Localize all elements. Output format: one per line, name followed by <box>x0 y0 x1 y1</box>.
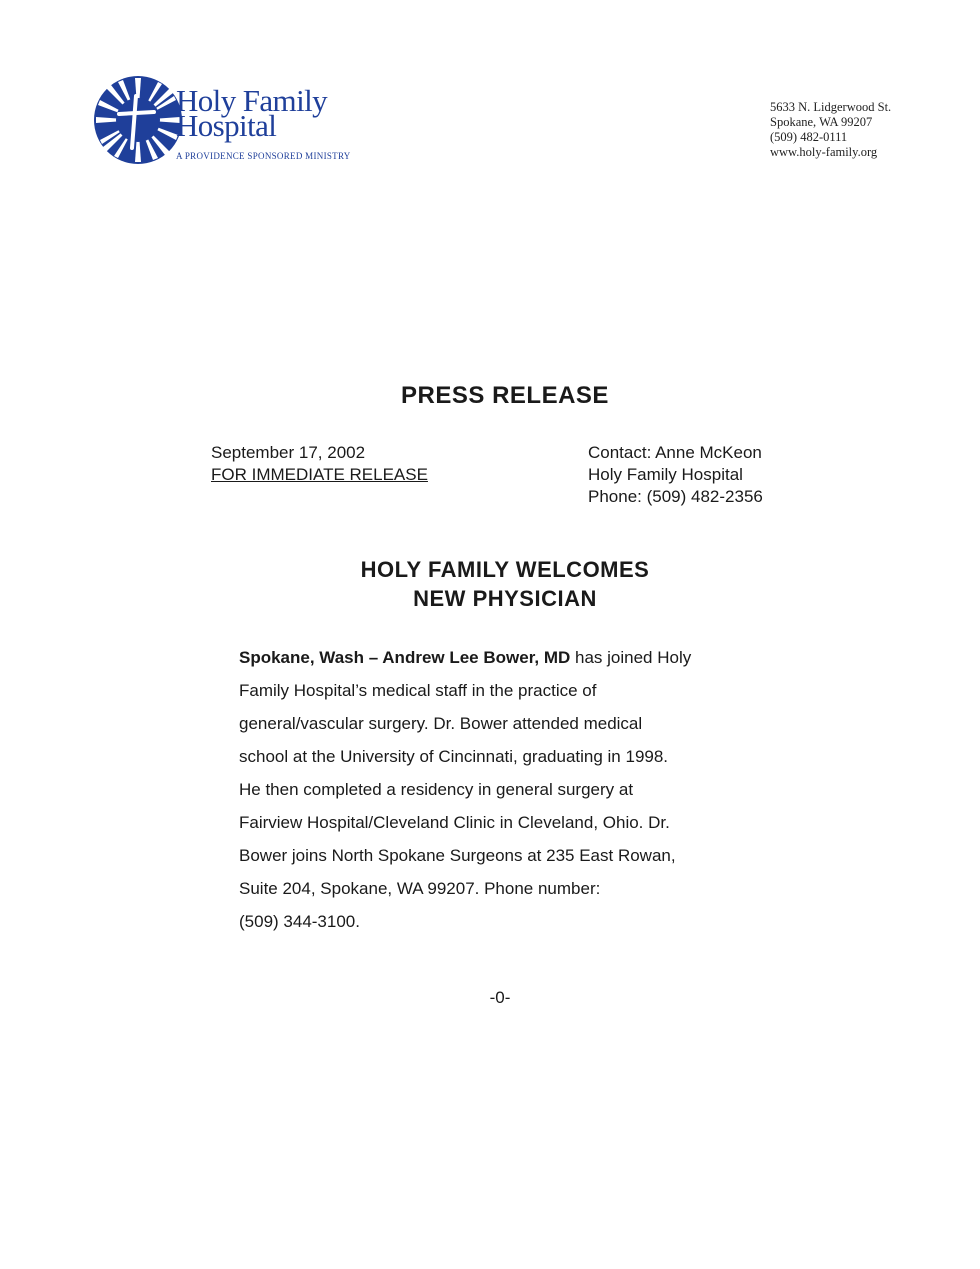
end-mark: -0- <box>489 988 511 1007</box>
body-line: Family Hospital’s medical staff in the practice of <box>239 681 597 700</box>
contact-name: Contact: Anne McKeon <box>588 443 762 462</box>
hospital-name <box>176 83 327 143</box>
hospital-address <box>770 100 891 160</box>
release-date: September 17, 2002 <box>211 443 366 462</box>
release-status: FOR IMMEDIATE RELEASE <box>211 465 428 484</box>
body-line: He then completed a residency in general surgery at <box>239 780 634 799</box>
headline-line1: HOLY FAMILY WELCOMES <box>360 557 650 582</box>
address-web: www.holy-family.org <box>770 145 878 159</box>
letterhead-logo <box>92 74 392 174</box>
dateline: Spokane, Wash – Andrew Lee Bower, MD <box>239 648 571 667</box>
press-release-title: PRESS RELEASE <box>401 382 609 409</box>
sunburst-cross-icon <box>92 74 184 166</box>
contact-phone: Phone: (509) 482-2356 <box>588 487 763 506</box>
headline-line2: NEW PHYSICIAN <box>413 586 597 611</box>
body-line-1-rest: has joined Holy <box>570 648 692 667</box>
body-text <box>239 641 779 938</box>
address-city: Spokane, WA 99207 <box>770 115 873 129</box>
hospital-name-line2: Hospital <box>176 108 277 143</box>
contact-block <box>588 442 763 508</box>
release-date-block <box>211 442 428 486</box>
headline <box>0 555 980 613</box>
body-line: general/vascular surgery. Dr. Bower attended medical <box>239 714 643 733</box>
logo-tagline: A PROVIDENCE SPONSORED MINISTRY <box>176 151 351 161</box>
body-line: Suite 204, Spokane, WA 99207. Phone number: <box>239 879 601 898</box>
body-line: Bower joins North Spokane Surgeons at 235 East Rowan, <box>239 846 676 865</box>
address-street: 5633 N. Lidgerwood St. <box>770 100 892 114</box>
hospital-name-line1: Holy Family <box>176 83 327 118</box>
body-line: school at the University of Cincinnati, graduating in 1998. <box>239 747 669 766</box>
body-line: Fairview Hospital/Cleveland Clinic in Cleveland, Ohio. Dr. <box>239 813 670 832</box>
body-line <box>239 641 779 674</box>
body-line: (509) 344-3100. <box>239 912 360 931</box>
contact-organization: Holy Family Hospital <box>588 465 743 484</box>
address-phone: (509) 482-0111 <box>770 130 848 144</box>
